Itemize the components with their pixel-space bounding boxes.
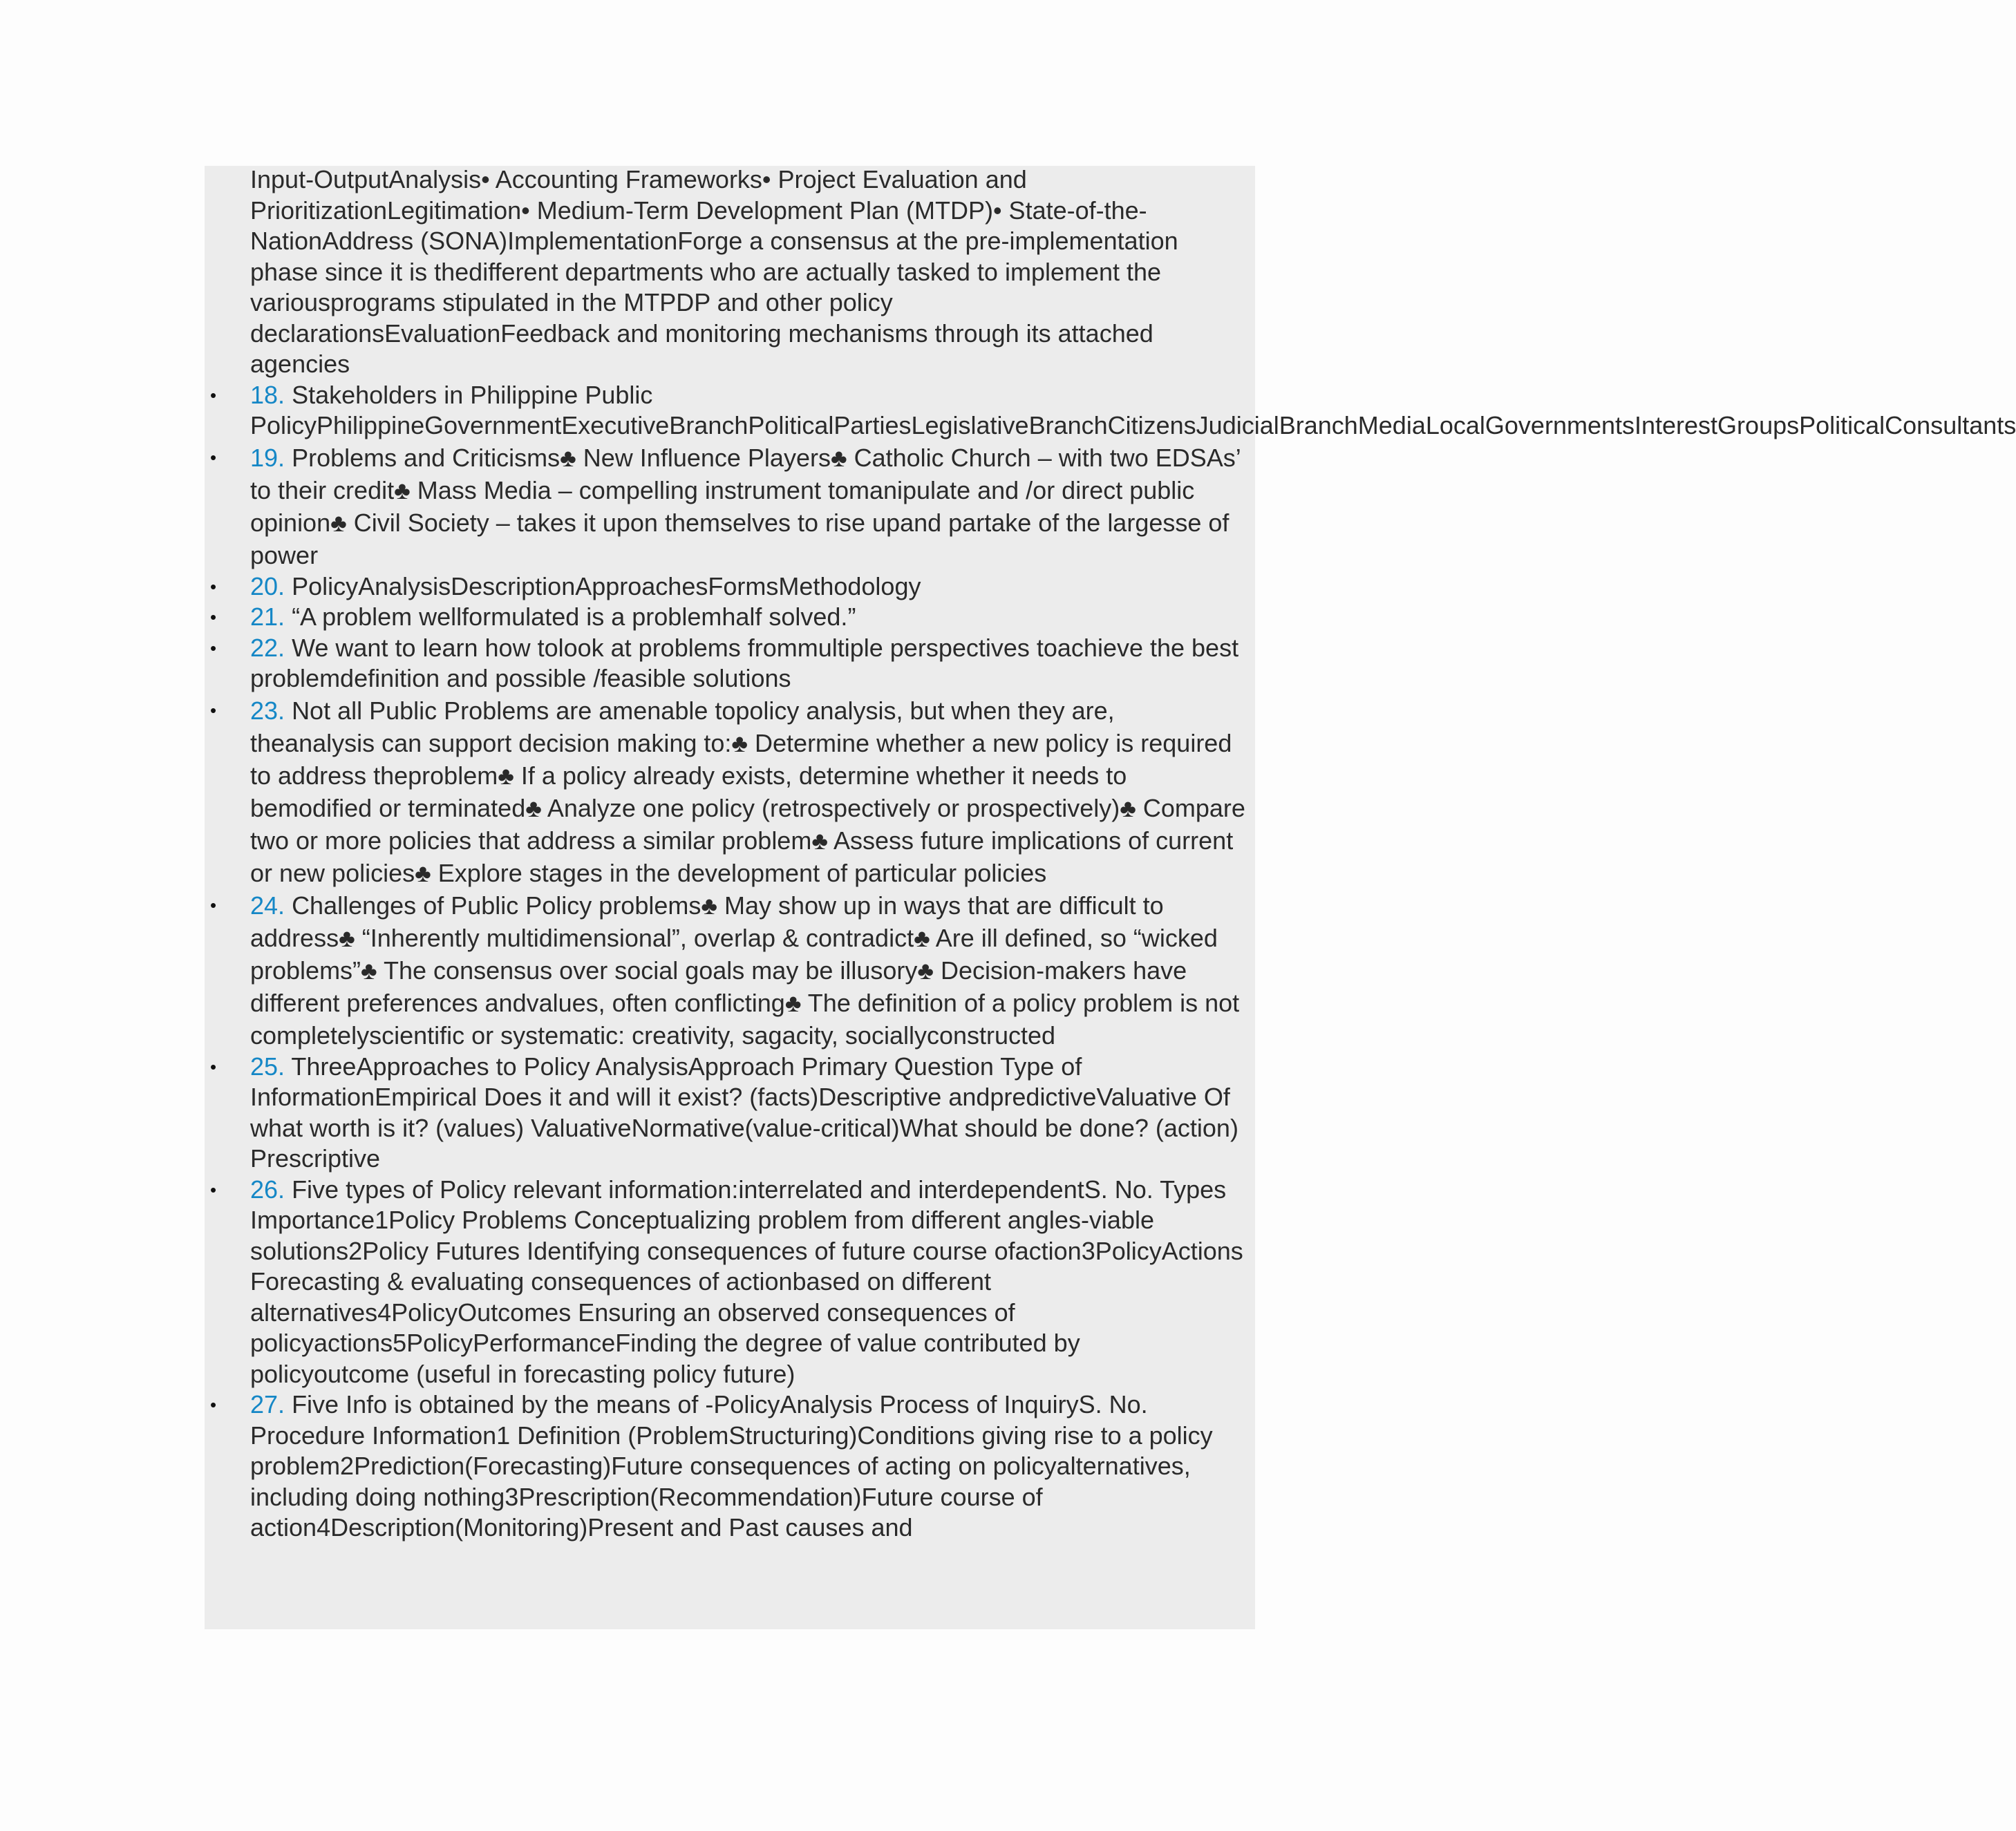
- item-number: 21.: [250, 603, 285, 631]
- item-number: 19.: [250, 443, 285, 472]
- item-text: “A problem wellformulated is a problemhalf solved.”: [292, 603, 856, 631]
- intro-paragraph: Input-OutputAnalysis• Accounting Frameworks• Project Evaluation and PrioritizationLegitimation• Medium-Term Development Plan (MTDP)• State-of-the-NationAddress (SONA)ImplementationForge a consensus at the pre-implementation phase since it is thedifferent departments who are actually tasked to implement the variousprograms stipulated in the MTPDP and other policy declarationsEvaluationFeedback and monitoring mechanisms through its attached agencies: [250, 165, 1178, 378]
- item-text: Problems and Criticisms♣ New Influence Players♣ Catholic Church – with two EDSAs’ to their credit♣ Mass Media – compelling instrument tomanipulate and /or direct public opinion♣ Civil Society – takes it upon themselves to rise upand partake of the largesse of power: [250, 443, 1241, 569]
- bullet-icon: •: [210, 637, 217, 658]
- item-number: 24.: [250, 891, 285, 920]
- bullet-icon: •: [210, 1056, 217, 1077]
- document-content: [210, 164, 2016, 1544]
- item-number: 20.: [250, 571, 285, 600]
- item-text: PolicyAnalysisDescriptionApproachesFormsMethodology: [292, 571, 921, 600]
- list-item-21: [210, 602, 1245, 633]
- bullet-icon: •: [210, 446, 217, 468]
- item-text: We want to learn how tolook at problems frommultiple perspectives toachieve the best problemdefinition and possible /feasible solutions: [250, 633, 1239, 692]
- list-item-23: [210, 694, 1245, 889]
- list-item-24: [210, 889, 1245, 1052]
- item-text: Not all Public Problems are amenable topolicy analysis, but when they are, theanalysis can support decision making to:♣ Determine whether a new policy is required to address theproblem♣ If a policy already exists, determine whether it needs to bemodified or terminated♣ Analyze one policy (retrospectively or prospectively)♣ Compare two or more policies that address a similar problem♣ Assess future implications of current or new policies♣ Explore stages in the development of particular policies: [250, 696, 1245, 887]
- item-text: Five Info is obtained by the means of -PolicyAnalysis Process of InquiryS. No. Procedure Information1 Definition (ProblemStructuring)Conditions giving rise to a policy problem2Prediction(Forecasting)Future consequences of acting on policyalternatives, including doing nothing3Prescription(Recommendation)Future course of action4Description(Monitoring)Present and Past causes and: [250, 1390, 1213, 1541]
- bullet-icon: •: [210, 699, 217, 721]
- list-item-20: [210, 571, 1245, 603]
- bullet-icon: •: [210, 576, 217, 597]
- item-text: ThreeApproaches to Policy AnalysisApproach Primary Question Type of InformationEmpirical Does it and will it exist? (facts)Descriptive andpredictiveValuative Of what worth is it? (values) ValuativeNormative(value-critical)What should be done? (action) Prescriptive: [250, 1052, 1238, 1173]
- item-number: 25.: [250, 1052, 285, 1081]
- list-item-22: [210, 633, 1245, 694]
- list-item-25: [210, 1052, 1245, 1175]
- bullet-icon: •: [210, 894, 217, 916]
- bullet-icon: •: [210, 607, 217, 627]
- item-number: 18.: [250, 380, 285, 409]
- item-text: Five types of Policy relevant information:interrelated and interdependentS. No. Types Importance1Policy Problems Conceptualizing problem from different angles-viable solutions2Policy Futures Identifying consequences of future course ofaction3PolicyActions Forecasting & evaluating consequences of actionbased on different alternatives4PolicyOutcomes Ensuring an observed consequences of policyactions5PolicyPerformanceFinding the degree of value contributed by policyoutcome (useful in forecasting policy future): [250, 1175, 1243, 1388]
- item-number: 26.: [250, 1175, 285, 1204]
- item-text: Challenges of Public Policy problems♣ May show up in ways that are difficult to address♣ “Inherently multidimensional”, overlap & contradict♣ Are ill defined, so “wicked problems”♣ The consensus over social goals may be illusory♣ Decision-makers have different preferences andvalues, often conflicting♣ The definition of a policy problem is not completelyscientific or systematic: creativity, sagacity, sociallyconstructed: [250, 891, 1240, 1050]
- bullet-icon: •: [210, 1179, 217, 1200]
- list-item-19: [210, 442, 1245, 571]
- item-number: 27.: [250, 1390, 285, 1419]
- item-number: 23.: [250, 696, 285, 725]
- list-item-27: [210, 1389, 1245, 1544]
- item-text: Stakeholders in Philippine Public PolicyPhilippineGovernmentExecutiveBranchPoliticalPartiesLegislativeBranchCitizensJudicialBranchMediaLocalGovernmentsInterestGroupsPoliticalConsultants: [250, 380, 2016, 439]
- list-item-18: [210, 380, 2016, 442]
- bullet-icon: •: [210, 384, 217, 406]
- item-number: 22.: [250, 633, 285, 662]
- list-item-26: [210, 1175, 1245, 1390]
- bullet-icon: •: [210, 1394, 217, 1415]
